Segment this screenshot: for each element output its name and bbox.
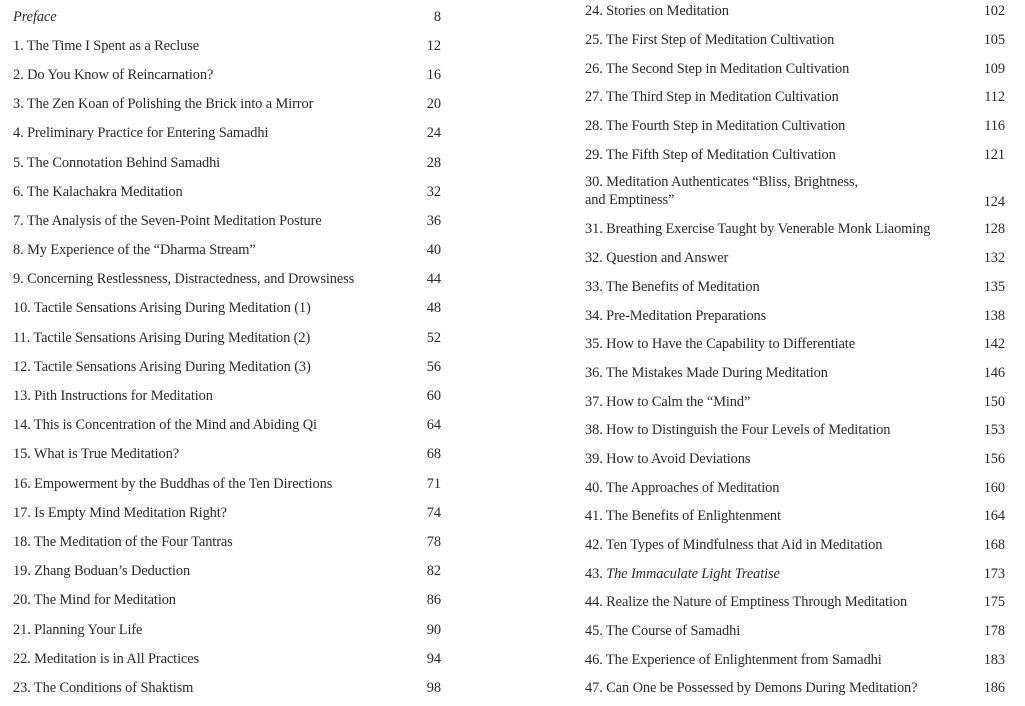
toc-entry (585, 330, 1005, 359)
toc-entry-page: 138 (983, 307, 1005, 324)
toc-entry-page: 98 (426, 679, 441, 696)
toc-entry-title: 12. Tactile Sensations Arising During Meditation (3) (13, 358, 311, 375)
toc-entry-page: 164 (983, 508, 1005, 525)
toc-entry-page: 156 (983, 450, 1005, 467)
toc-entry-page: 173 (983, 565, 1005, 582)
toc-entry-page: 68 (426, 446, 441, 463)
toc-entry (13, 236, 441, 265)
toc-entry (13, 527, 441, 556)
toc-entry-page: 132 (983, 250, 1005, 267)
toc-entry-page: 48 (426, 300, 441, 317)
toc-entry-title: 29. The Fifth Step of Meditation Cultivation (585, 146, 836, 163)
toc-entry-title: 34. Pre-Meditation Preparations (585, 307, 767, 324)
toc-entry (13, 31, 441, 60)
toc-entry-page: 78 (426, 533, 441, 550)
toc-entry-page: 153 (983, 422, 1005, 439)
toc-entry (585, 416, 1005, 445)
toc-entry-page: 128 (983, 221, 1005, 238)
toc-entry-title: 33. The Benefits of Meditation (585, 278, 760, 295)
toc-entry-title: 8. My Experience of the “Dharma Stream” (13, 242, 256, 259)
toc-entry-title: 5. The Connotation Behind Samadhi (13, 154, 221, 171)
toc-entry-title: 26. The Second Step in Meditation Cultivation (585, 60, 850, 77)
toc-entry-title: 41. The Benefits of Enlightenment (585, 508, 781, 525)
toc-entry-title: 24. Stories on Meditation (585, 3, 729, 20)
toc-entry (13, 586, 441, 615)
toc-entry (13, 206, 441, 235)
toc-entry-title: 32. Question and Answer (585, 250, 729, 267)
toc-entry-page: 8 (433, 8, 441, 25)
toc-entry-page: 168 (983, 537, 1005, 554)
toc-left-column (13, 2, 441, 703)
toc-entry (585, 588, 1005, 617)
toc-entry (585, 273, 1005, 302)
toc-entry (585, 301, 1005, 330)
toc-entry-title: 21. Planning Your Life (13, 621, 143, 638)
toc-entry-title: 10. Tactile Sensations Arising During Meditation (1) (13, 300, 311, 317)
toc-entry-page: 12 (426, 37, 441, 54)
toc-entry-page: 71 (426, 475, 441, 492)
toc-entry-title: 3. The Zen Koan of Polishing the Brick into a Mirror (13, 96, 314, 113)
toc-entry-title: 31. Breathing Exercise Taught by Venerable Monk Liaoming (585, 221, 931, 238)
toc-entry (585, 169, 1005, 215)
toc-entry-title: 22. Meditation is in All Practices (13, 650, 200, 667)
toc-entry-title: 35. How to Have the Capability to Differentiate (585, 336, 855, 353)
toc-entry-title: 45. The Course of Samadhi (585, 623, 741, 640)
toc-entry (13, 90, 441, 119)
toc-entry (13, 323, 441, 352)
toc-entry-page: 82 (426, 563, 441, 580)
toc-entry-page: 52 (426, 329, 441, 346)
toc-entry-page: 32 (426, 183, 441, 200)
toc-entry-page: 150 (983, 393, 1005, 410)
toc-entry-page: 20 (426, 96, 441, 113)
toc-entry-page: 94 (426, 650, 441, 667)
toc-entry-page: 112 (984, 89, 1005, 106)
toc-entry-page: 116 (984, 118, 1005, 135)
toc-entry-page: 105 (983, 32, 1005, 49)
toc-entry (13, 148, 441, 177)
toc-entry-title: 14. This is Concentration of the Mind and Abiding Qi (13, 417, 317, 434)
toc-entry-page: 56 (426, 358, 441, 375)
toc-entry-title: 47. Can One be Possessed by Demons During Meditation? (585, 680, 918, 697)
toc-entry-page: 90 (426, 621, 441, 638)
toc-entry (13, 557, 441, 586)
toc-entry (585, 531, 1005, 560)
toc-entry (585, 559, 1005, 588)
toc-entry (585, 445, 1005, 474)
toc-entry (13, 294, 441, 323)
toc-entry (13, 644, 441, 673)
toc-entry-page: 160 (983, 479, 1005, 496)
toc-entry-page: 142 (983, 336, 1005, 353)
toc-entry (585, 140, 1005, 169)
toc-entry-page: 44 (426, 271, 441, 288)
toc-entry (13, 60, 441, 89)
toc-entry (585, 617, 1005, 646)
toc-entry (585, 502, 1005, 531)
toc-entry (585, 0, 1005, 26)
toc-entry-title: 18. The Meditation of the Four Tantras (13, 533, 233, 550)
toc-entry-title: 2. Do You Know of Reincarnation? (13, 66, 214, 83)
toc-entry-title: 46. The Experience of Enlightenment from Samadhi (585, 651, 882, 668)
toc-entry (585, 645, 1005, 674)
toc-entry-page: 74 (426, 504, 441, 521)
toc-entry-title: Preface (13, 8, 57, 25)
toc-entry-page: 64 (426, 417, 441, 434)
toc-entry-page: 135 (983, 278, 1005, 295)
toc-entry-title: 39. How to Avoid Deviations (585, 450, 751, 467)
toc-entry-title: 30. Meditation Authenticates “Bliss, Brightness, and Emptiness” (585, 174, 858, 209)
toc-entry (13, 469, 441, 498)
toc-entry-page: 183 (983, 651, 1005, 668)
toc-entry-title: 40. The Approaches of Meditation (585, 479, 780, 496)
toc-entry-title: 13. Pith Instructions for Meditation (13, 388, 213, 405)
toc-entry-title: 9. Concerning Restlessness, Distractedness, and Drowsiness (13, 271, 355, 288)
toc-entry-number: 43. (585, 565, 607, 582)
toc-entry (13, 381, 441, 410)
toc-entry-page: 124 (983, 194, 1005, 211)
toc-entry-page: 40 (426, 242, 441, 259)
toc-entry (585, 387, 1005, 416)
toc-entry (585, 244, 1005, 273)
toc-entry-page: 24 (426, 125, 441, 142)
toc-entry (585, 26, 1005, 55)
toc-entry-title: 28. The Fourth Step in Meditation Cultivation (585, 118, 846, 135)
toc-entry (585, 359, 1005, 388)
toc-entry-title: 7. The Analysis of the Seven-Point Meditation Posture (13, 212, 322, 229)
toc-entry-title: 16. Empowerment by the Buddhas of the Ten Directions (13, 475, 333, 492)
toc-entry (13, 177, 441, 206)
toc-entry (13, 440, 441, 469)
toc-entry-page: 36 (426, 212, 441, 229)
toc-entry (585, 112, 1005, 141)
toc-entry-title: 6. The Kalachakra Meditation (13, 183, 183, 200)
toc-entry-title: 20. The Mind for Meditation (13, 592, 176, 609)
toc-entry-italic-title: The Immaculate Light Treatise (606, 565, 780, 582)
toc-entry-title: 4. Preliminary Practice for Entering Samadhi (13, 125, 269, 142)
toc-entry-page: 60 (426, 388, 441, 405)
toc-entry (13, 673, 441, 702)
toc-entry-title (585, 565, 780, 583)
toc-entry-title: 11. Tactile Sensations Arising During Meditation (2) (13, 329, 311, 346)
toc-entry-page: 175 (983, 594, 1005, 611)
toc-entry (585, 215, 1005, 244)
toc-entry-title: 27. The Third Step in Meditation Cultivation (585, 89, 839, 106)
toc-entry-page: 86 (426, 592, 441, 609)
toc-entry (13, 119, 441, 148)
toc-entry (13, 411, 441, 440)
toc-entry-title: 36. The Mistakes Made During Meditation (585, 364, 828, 381)
toc-entry (13, 352, 441, 381)
toc-entry (13, 615, 441, 644)
toc-entry (585, 54, 1005, 83)
toc-entry-title: 15. What is True Meditation? (13, 446, 180, 463)
toc-entry-page: 186 (983, 680, 1005, 697)
toc-entry-page: 121 (983, 146, 1005, 163)
toc-entry-page: 146 (983, 364, 1005, 381)
toc-entry-page: 109 (983, 60, 1005, 77)
toc-right-column (585, 0, 1005, 703)
toc-entry (585, 83, 1005, 112)
toc-entry-page: 178 (983, 623, 1005, 640)
toc-entry-page: 102 (983, 3, 1005, 20)
toc-entry-title: 1. The Time I Spent as a Recluse (13, 37, 199, 54)
toc-entry-title: 19. Zhang Boduan’s Deduction (13, 563, 191, 580)
toc-entry-title: 17. Is Empty Mind Meditation Right? (13, 504, 227, 521)
toc-entry-title: 42. Ten Types of Mindfulness that Aid in Meditation (585, 537, 883, 554)
toc-entry-page: 28 (426, 154, 441, 171)
toc-entry (13, 265, 441, 294)
toc-entry-title: 38. How to Distinguish the Four Levels of Meditation (585, 422, 891, 439)
toc-entry-title: 37. How to Calm the “Mind” (585, 393, 751, 410)
toc-entry-title: 23. The Conditions of Shaktism (13, 679, 194, 696)
toc-entry-preface (13, 2, 441, 31)
toc-entry (13, 498, 441, 527)
toc-entry-title: 44. Realize the Nature of Emptiness Through Meditation (585, 594, 908, 611)
toc-entry-title: 25. The First Step of Meditation Cultivation (585, 32, 835, 49)
toc-entry (585, 473, 1005, 502)
toc-entry (585, 674, 1005, 703)
toc-entry-page: 16 (426, 66, 441, 83)
